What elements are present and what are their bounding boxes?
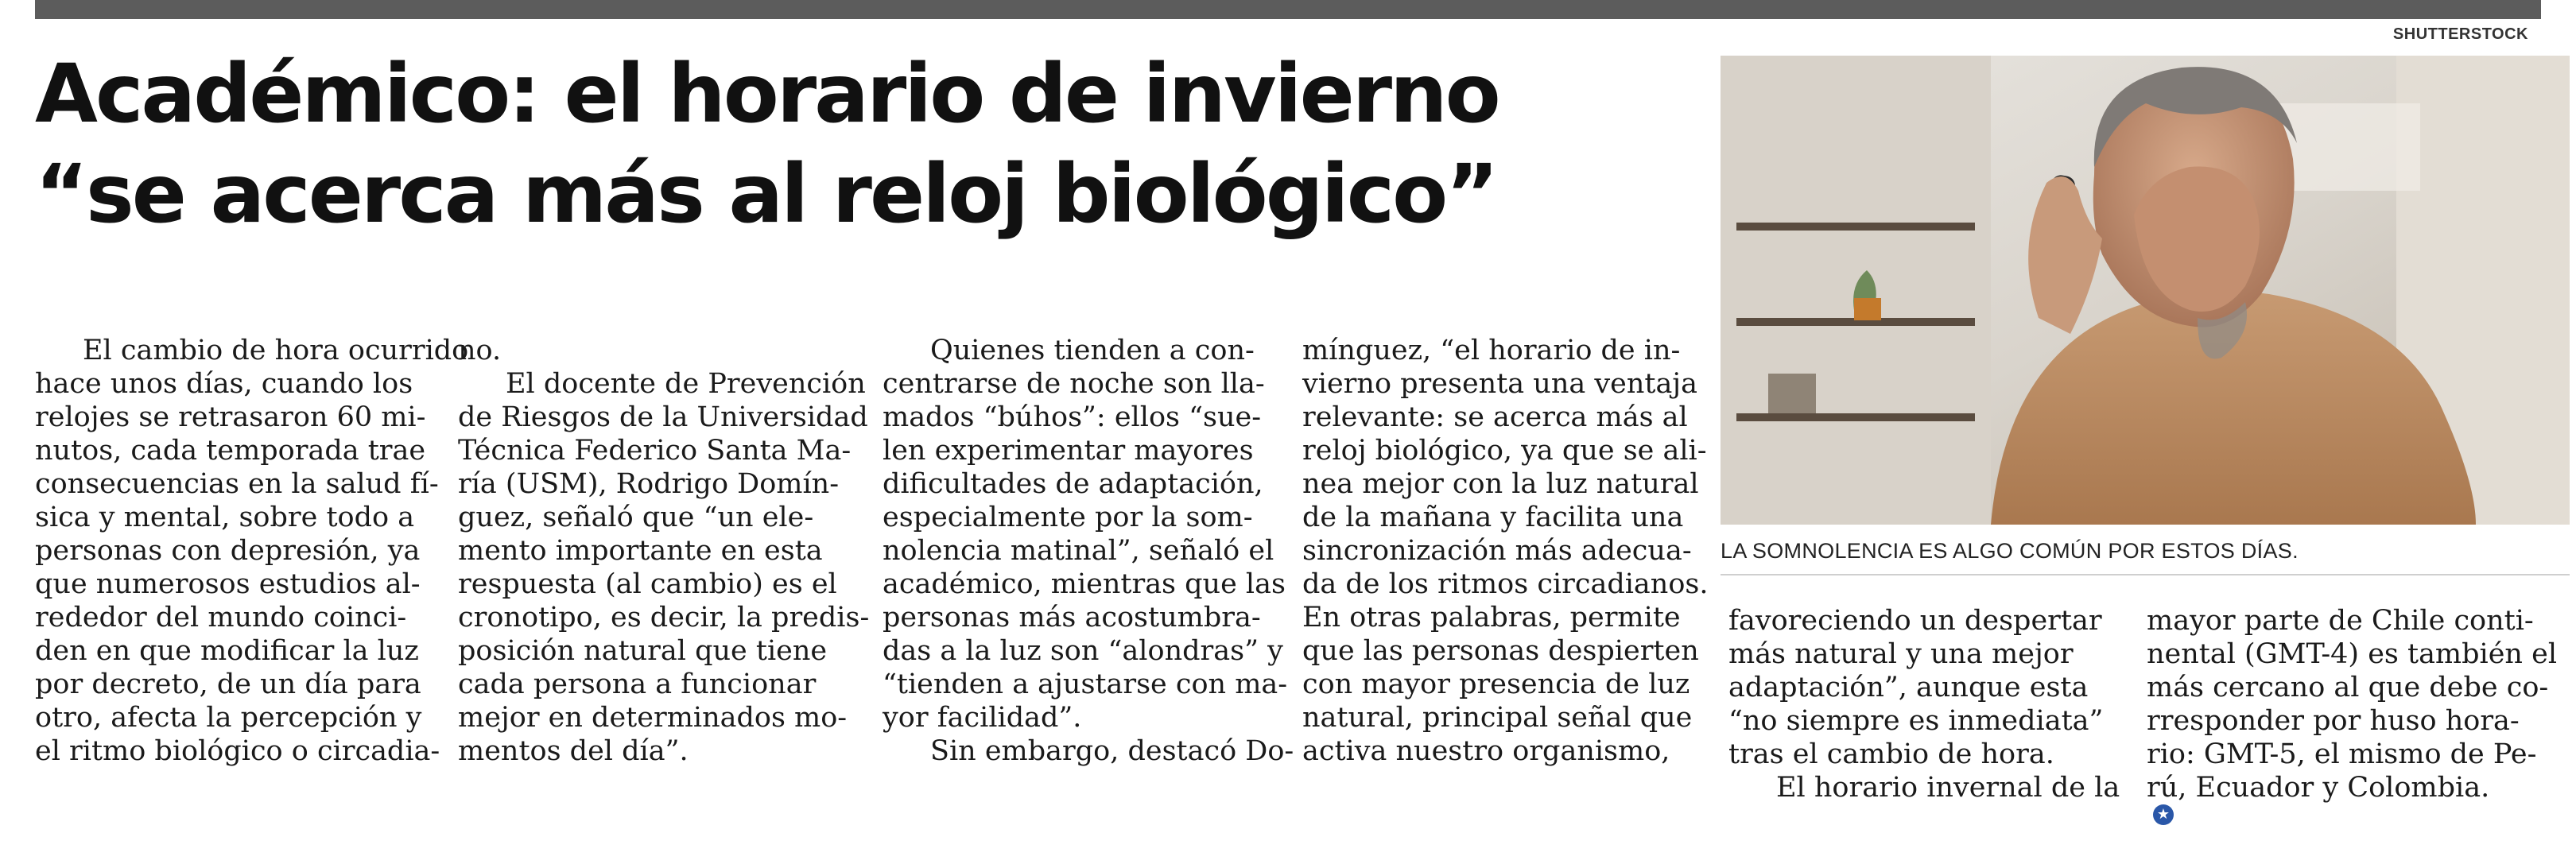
text-line: nolencia matinal”, señaló el [883, 535, 1274, 567]
text-line: yor facilidad”. [883, 702, 1082, 734]
text-line: de Riesgos de la Universidad [458, 401, 868, 433]
text-line: consecuencias en la salud fí- [35, 468, 439, 500]
text-line: rú, Ecuador y Colombia. [2147, 772, 2490, 804]
text-line: respuesta (al cambio) es el [458, 568, 837, 600]
headline-line-1: Académico: el horario de invierno [35, 47, 1499, 141]
column-6 [2147, 604, 2560, 825]
text-line: relevante: se acerca más al [1302, 401, 1688, 433]
text-line: académico, mientras que las [883, 568, 1286, 600]
text-line: rededor del mundo coinci- [35, 602, 407, 634]
column-1 [35, 334, 469, 768]
text-line: natural, principal señal que [1302, 702, 1693, 734]
text-line: sincronización más adecua- [1302, 535, 1692, 567]
text-line-final [2147, 771, 2560, 825]
text-line: reloj biológico, ya que se ali- [1302, 435, 1707, 467]
text-line: cronotipo, es decir, la predis- [458, 602, 870, 634]
text-line: el ritmo biológico o circadia- [35, 735, 440, 767]
text-line: cada persona a funcionar [458, 668, 817, 700]
text-line: más cercano al que debe co- [2147, 672, 2549, 703]
text-line: mento importante en esta [458, 535, 823, 567]
text-line: Quienes tienden a con- [930, 335, 1255, 366]
text-line: mentos del día”. [458, 735, 689, 767]
text-line: activa nuestro organismo, [1302, 735, 1670, 767]
column-4 [1302, 334, 1709, 768]
text-line: vierno presenta una ventaja [1302, 368, 1698, 400]
text-line: El docente de Prevención [506, 368, 866, 400]
text-line: que las personas despierten [1302, 635, 1699, 667]
text-line: relojes se retrasaron 60 mi- [35, 401, 426, 433]
text-line: sica y mental, sobre todo a [35, 502, 415, 533]
text-line: rresponder por huso hora- [2147, 705, 2520, 737]
text-line: nutos, cada temporada trae [35, 435, 426, 467]
text-line: con mayor presencia de luz [1302, 668, 1690, 700]
text-line: nea mejor con la luz natural [1302, 468, 1699, 500]
text-line: “tienden a ajustarse con ma- [883, 668, 1288, 700]
text-line: rio: GMT-5, el mismo de Pe- [2147, 738, 2537, 770]
text-line: Sin embargo, destacó Do- [930, 735, 1294, 767]
text-line: personas más acostumbra- [883, 602, 1261, 634]
text-line: dificultades de adaptación, [883, 468, 1263, 500]
top-rule [35, 0, 2541, 19]
text-line: mejor en determinados mo- [458, 702, 848, 734]
text-line: da de los ritmos circadianos. [1302, 568, 1709, 600]
text-line: centrarse de noche son lla- [883, 368, 1265, 400]
photo-illustration [1721, 56, 2570, 525]
text-line: hace unos días, cuando los [35, 368, 413, 400]
text-line: no. [458, 335, 502, 366]
text-line: nental (GMT-4) es también el [2147, 638, 2558, 670]
text-line: adaptación”, aunque esta [1728, 672, 2089, 703]
column-2 [458, 334, 870, 768]
text-line: que numerosos estudios al- [35, 568, 421, 600]
headline-line-2: “se acerca más al reloj biológico” [35, 147, 1497, 242]
text-line: otro, afecta la percepción y [35, 702, 422, 734]
text-line: guez, señaló que “un ele- [458, 502, 814, 533]
text-line: mínguez, “el horario de in- [1302, 335, 1681, 366]
text-line: len experimentar mayores [883, 435, 1254, 467]
photo-caption: LA SOMNOLENCIA ES ALGO COMÚN POR ESTOS DÍAS. [1721, 539, 2299, 563]
text-line: por decreto, de un día para [35, 668, 421, 700]
text-line: ría (USM), Rodrigo Domín- [458, 468, 840, 500]
text-line: mayor parte de Chile conti- [2147, 605, 2534, 637]
column-5 [1728, 604, 2126, 804]
text-line: posición natural que tiene [458, 635, 828, 667]
headline [35, 45, 1689, 245]
text-line: Técnica Federico Santa Ma- [458, 435, 852, 467]
text-line: personas con depresión, ya [35, 535, 421, 567]
text-line: mados “búhos”: ellos “sue- [883, 401, 1262, 433]
star-icon: ★ [2153, 804, 2174, 825]
text-line: En otras palabras, permite [1302, 602, 1681, 634]
text-line: especialmente por la som- [883, 502, 1253, 533]
article-photo [1721, 56, 2570, 525]
caption-divider [1721, 574, 2570, 575]
text-line: de la mañana y facilita una [1302, 502, 1684, 533]
text-line: El horario invernal de la [1776, 772, 2120, 804]
photo-credit: SHUTTERSTOCK [2392, 25, 2528, 43]
text-line: das a la luz son “alondras” y [883, 635, 1283, 667]
text-line: El cambio de hora ocurrido [83, 335, 469, 366]
text-line: favoreciendo un despertar [1728, 605, 2102, 637]
text-line: tras el cambio de hora. [1728, 738, 2054, 770]
column-3 [883, 334, 1294, 768]
text-line: más natural y una mejor [1728, 638, 2074, 670]
text-line: “no siempre es inmediata” [1728, 705, 2104, 737]
text-line: den en que modificar la luz [35, 635, 419, 667]
